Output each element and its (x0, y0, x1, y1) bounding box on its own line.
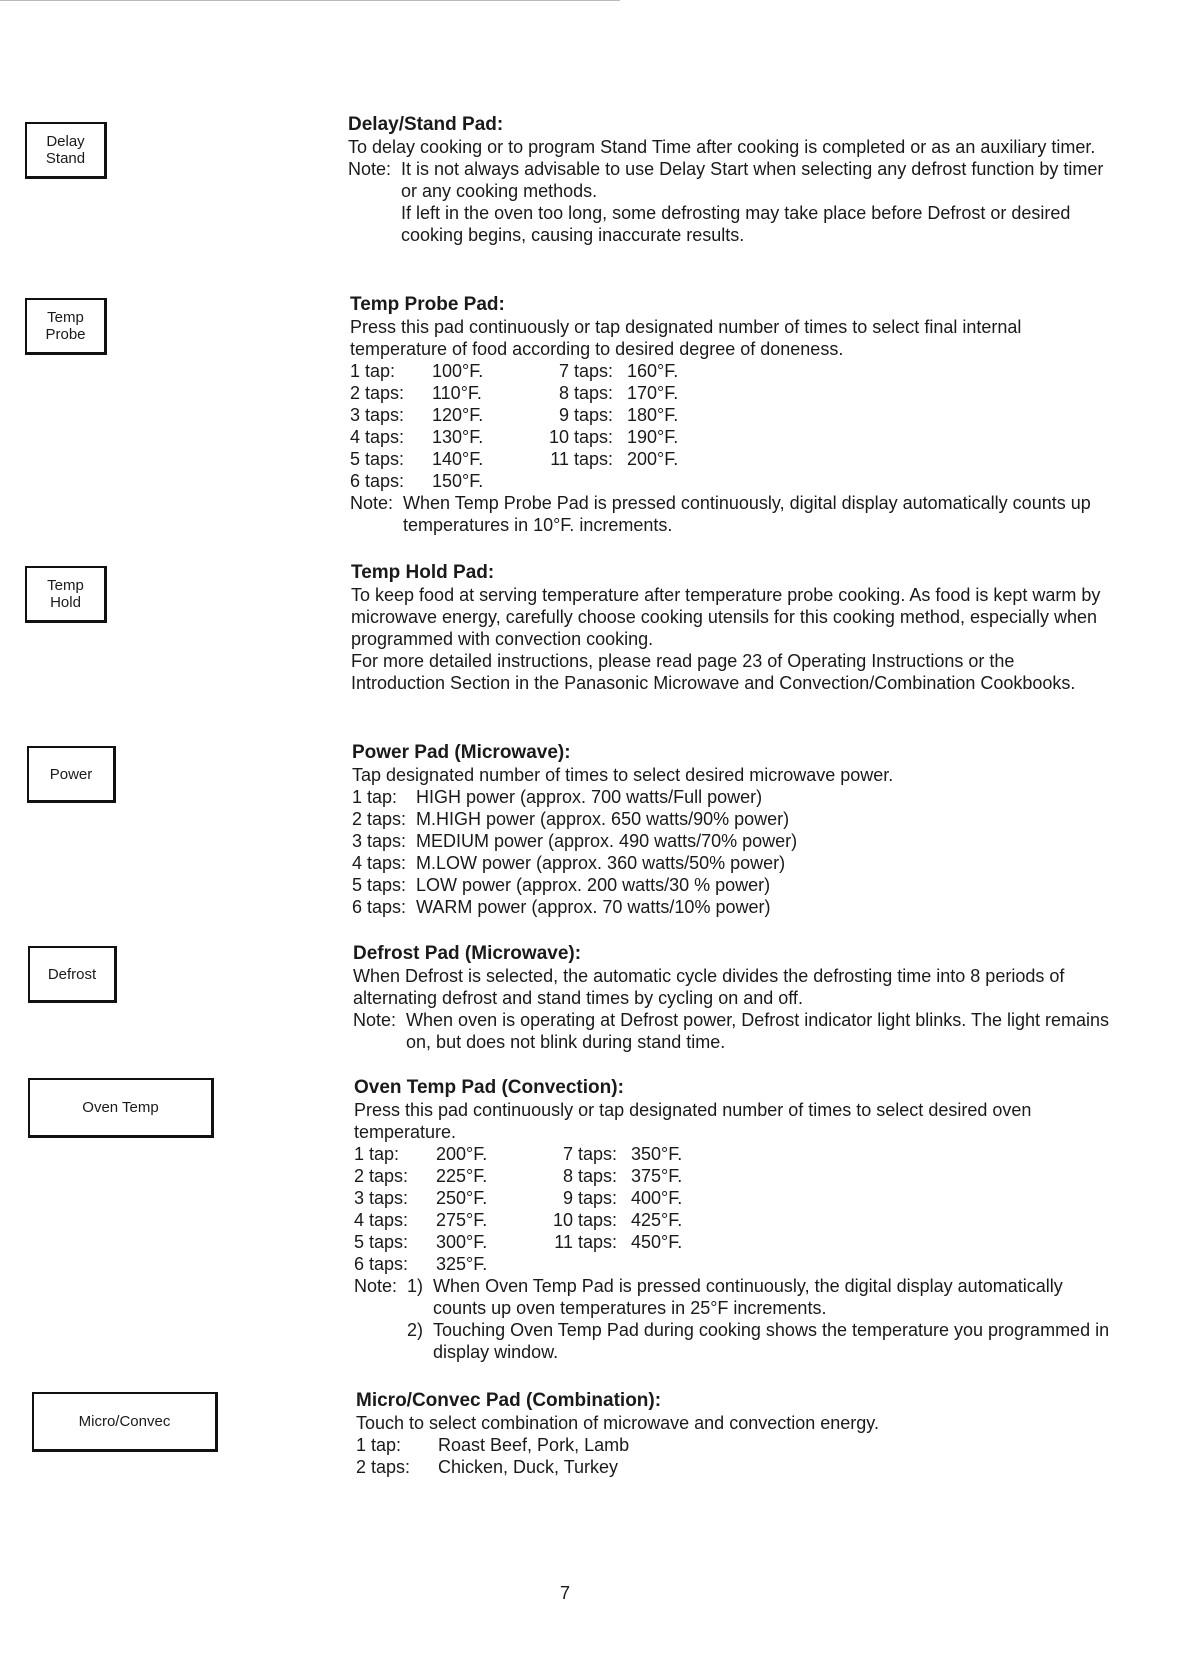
table-cell: 8 taps: (558, 383, 613, 403)
section-body: Touch to select combination of microwave and convection energy. (356, 1413, 879, 1433)
section-body: Press this pad continuously or tap designated number of times to select desired oven temperature. (354, 1100, 1032, 1142)
table-cell: 5 taps: (354, 1232, 409, 1252)
oven-temp-pad (28, 1078, 214, 1138)
table-cell: 9 taps: (558, 405, 613, 425)
temp-hold-pad (25, 566, 107, 623)
pad-label-line-1: Temp (47, 309, 84, 326)
table-cell: 300°F. (436, 1232, 488, 1252)
table-cell: 6 taps: (354, 1254, 409, 1274)
page-number: 7 (560, 1583, 571, 1603)
table-cell: 11 taps: (554, 1232, 617, 1252)
table-cell: 4 taps: (354, 1210, 409, 1230)
note-text: Touching Oven Temp Pad during cooking shows the temperature you programmed in display window. (433, 1320, 1110, 1362)
pad-label: Power (49, 765, 93, 783)
table-cell: 225°F. (436, 1166, 488, 1186)
table-cell: 400°F. (631, 1188, 683, 1208)
table-cell (627, 470, 707, 492)
list-item-mode: Roast Beef, Pork, Lamb (438, 1435, 630, 1455)
table-cell (546, 1253, 631, 1275)
table-cell: 375°F. (631, 1166, 683, 1186)
table-cell: 150°F. (432, 471, 484, 491)
table-cell: 180°F. (627, 405, 679, 425)
table-cell: 190°F. (627, 427, 679, 447)
section-title: Oven Temp Pad (Convection): (354, 1077, 624, 1098)
table-cell: 1 tap: (354, 1144, 400, 1164)
combination-modes-list (356, 1434, 1116, 1478)
table-cell: 130°F. (432, 427, 484, 447)
probe-temperature-table (350, 360, 1110, 492)
note-text: When oven is operating at Defrost power, Defrost indicator light blinks. The light remains on, but does not blink during stand time. (406, 1010, 1110, 1052)
list-item-taps: 2 taps: (356, 1457, 411, 1477)
table-cell: 4 taps: (350, 427, 405, 447)
table-cell: 275°F. (436, 1210, 488, 1230)
table-cell: 10 taps: (552, 1210, 617, 1230)
note (354, 1275, 1114, 1363)
table-cell: 3 taps: (350, 405, 405, 425)
list-item-taps: 1 tap: (356, 1435, 402, 1455)
table-cell: 100°F. (432, 361, 484, 381)
section-body: To delay cooking or to program Stand Time after cooking is completed or as an auxiliary timer. (348, 137, 1096, 157)
list-item-taps: 3 taps: (352, 831, 407, 851)
section-body: Tap designated number of times to select desired microwave power. (352, 765, 894, 785)
micro-convec-pad (32, 1392, 218, 1452)
defrost-section (353, 943, 1113, 1053)
section-title: Power Pad (Microwave): (352, 742, 571, 763)
pad-label-line-2: Hold (50, 594, 81, 611)
note-item (407, 1275, 1114, 1319)
note-label: Note: (350, 493, 394, 513)
delay-stand-section (348, 114, 1108, 246)
oven-temp-section (354, 1077, 1114, 1363)
note (348, 158, 1108, 246)
list-item-taps: 4 taps: (352, 853, 407, 873)
list-item-taps: 1 tap: (352, 787, 398, 807)
table-cell: 170°F. (627, 383, 679, 403)
power-pad (27, 746, 116, 803)
pad-label: Micro/Convec (78, 1413, 171, 1430)
micro-convec-section (356, 1390, 1116, 1478)
table-cell: 120°F. (432, 405, 484, 425)
table-cell: 200°F. (436, 1144, 488, 1164)
list-item-level: M.HIGH power (approx. 650 watts/90% power) (416, 809, 790, 829)
list-item-level: M.LOW power (approx. 360 watts/50% power) (416, 853, 786, 873)
section-title: Defrost Pad (Microwave): (353, 943, 582, 964)
list-item-taps: 2 taps: (352, 809, 407, 829)
note (353, 1009, 1113, 1053)
note-number: 1) (407, 1276, 424, 1296)
list-item-taps: 5 taps: (352, 875, 407, 895)
temp-probe-pad (25, 298, 107, 355)
note-label: Note: (354, 1276, 398, 1296)
power-levels-list (352, 786, 1112, 918)
table-cell: 425°F. (631, 1210, 683, 1230)
table-cell: 6 taps: (350, 471, 405, 491)
table-cell: 350°F. (631, 1144, 683, 1164)
note-text: If left in the oven too long, some defrosting may take place before Defrost or desired cooking begins, causing inaccurate results. (401, 203, 1071, 245)
list-item-mode: Chicken, Duck, Turkey (438, 1457, 619, 1477)
power-section (352, 742, 1112, 918)
section-title: Micro/Convec Pad (Combination): (356, 1390, 662, 1411)
note-label: Note: (348, 159, 392, 179)
pad-label-line-1: Delay (46, 133, 85, 150)
table-cell: 2 taps: (350, 383, 405, 403)
scan-edge-line (0, 0, 620, 1)
note-item (407, 1319, 1114, 1363)
note-text: It is not always advisable to use Delay Start when selecting any defrost function by timer or any cooking methods. (401, 159, 1104, 201)
table-cell: 9 taps: (562, 1188, 617, 1208)
table-cell: 140°F. (432, 449, 484, 469)
pad-label-line-2: Stand (45, 150, 86, 167)
list-item-level: WARM power (approx. 70 watts/10% power) (416, 897, 771, 917)
pad-label-line-1: Temp (47, 577, 84, 594)
section-title: Temp Probe Pad: (350, 294, 505, 315)
table-cell: 110°F. (432, 383, 482, 403)
list-item-taps: 6 taps: (352, 897, 407, 917)
section-body: When Defrost is selected, the automatic cycle divides the defrosting time into 8 periods of alternating defrost and stand times by cycling on and off. (353, 966, 1065, 1008)
table-cell: 200°F. (627, 449, 679, 469)
defrost-pad (28, 946, 117, 1003)
oven-temperature-table (354, 1143, 1114, 1275)
table-cell: 450°F. (631, 1232, 683, 1252)
list-item-level: LOW power (approx. 200 watts/30 % power) (416, 875, 771, 895)
table-cell: 3 taps: (354, 1188, 409, 1208)
table-cell: 160°F. (627, 361, 679, 381)
note (350, 492, 1110, 536)
section-title: Temp Hold Pad: (351, 562, 495, 583)
pad-label: Oven Temp (82, 1099, 159, 1116)
delay-stand-pad (25, 122, 107, 179)
note-label: Note: (353, 1010, 397, 1030)
table-cell: 2 taps: (354, 1166, 409, 1186)
table-cell (542, 470, 627, 492)
table-cell: 7 taps: (562, 1144, 617, 1164)
pad-label-line-2: Probe (45, 326, 86, 343)
note-number: 2) (407, 1320, 424, 1340)
table-cell (631, 1253, 711, 1275)
pad-label: Defrost (47, 965, 97, 983)
section-title: Delay/Stand Pad: (348, 114, 504, 135)
table-cell: 8 taps: (562, 1166, 617, 1186)
section-body: For more detailed instructions, please read page 23 of Operating Instructions or the Introduction Section in the Panasonic Microwave and Convection/Combination Cookbooks. (351, 651, 1076, 693)
section-body: Press this pad continuously or tap designated number of times to select final internal temperature of food according to desired degree of doneness. (350, 317, 1022, 359)
section-body: To keep food at serving temperature after temperature probe cooking. As food is kept warm by microwave energy, carefully choose cooking utensils for this cooking method, especially when programmed with convection cooking. (351, 585, 1101, 649)
note-text: When Oven Temp Pad is pressed continuously, the digital display automatically counts up oven temperatures in 25°F increments. (433, 1276, 1063, 1318)
list-item-level: HIGH power (approx. 700 watts/Full power) (416, 787, 763, 807)
table-cell: 7 taps: (558, 361, 613, 381)
table-cell: 250°F. (436, 1188, 488, 1208)
list-item-level: MEDIUM power (approx. 490 watts/70% power) (416, 831, 798, 851)
table-cell: 5 taps: (350, 449, 405, 469)
table-cell: 10 taps: (548, 427, 613, 447)
temp-probe-section (350, 294, 1110, 536)
table-cell: 11 taps: (550, 449, 613, 469)
temp-hold-section (351, 562, 1111, 694)
note-text: When Temp Probe Pad is pressed continuously, digital display automatically counts up temperatures in 10°F. increments. (403, 493, 1091, 535)
table-cell: 325°F. (436, 1254, 488, 1274)
table-cell: 1 tap: (350, 361, 396, 381)
